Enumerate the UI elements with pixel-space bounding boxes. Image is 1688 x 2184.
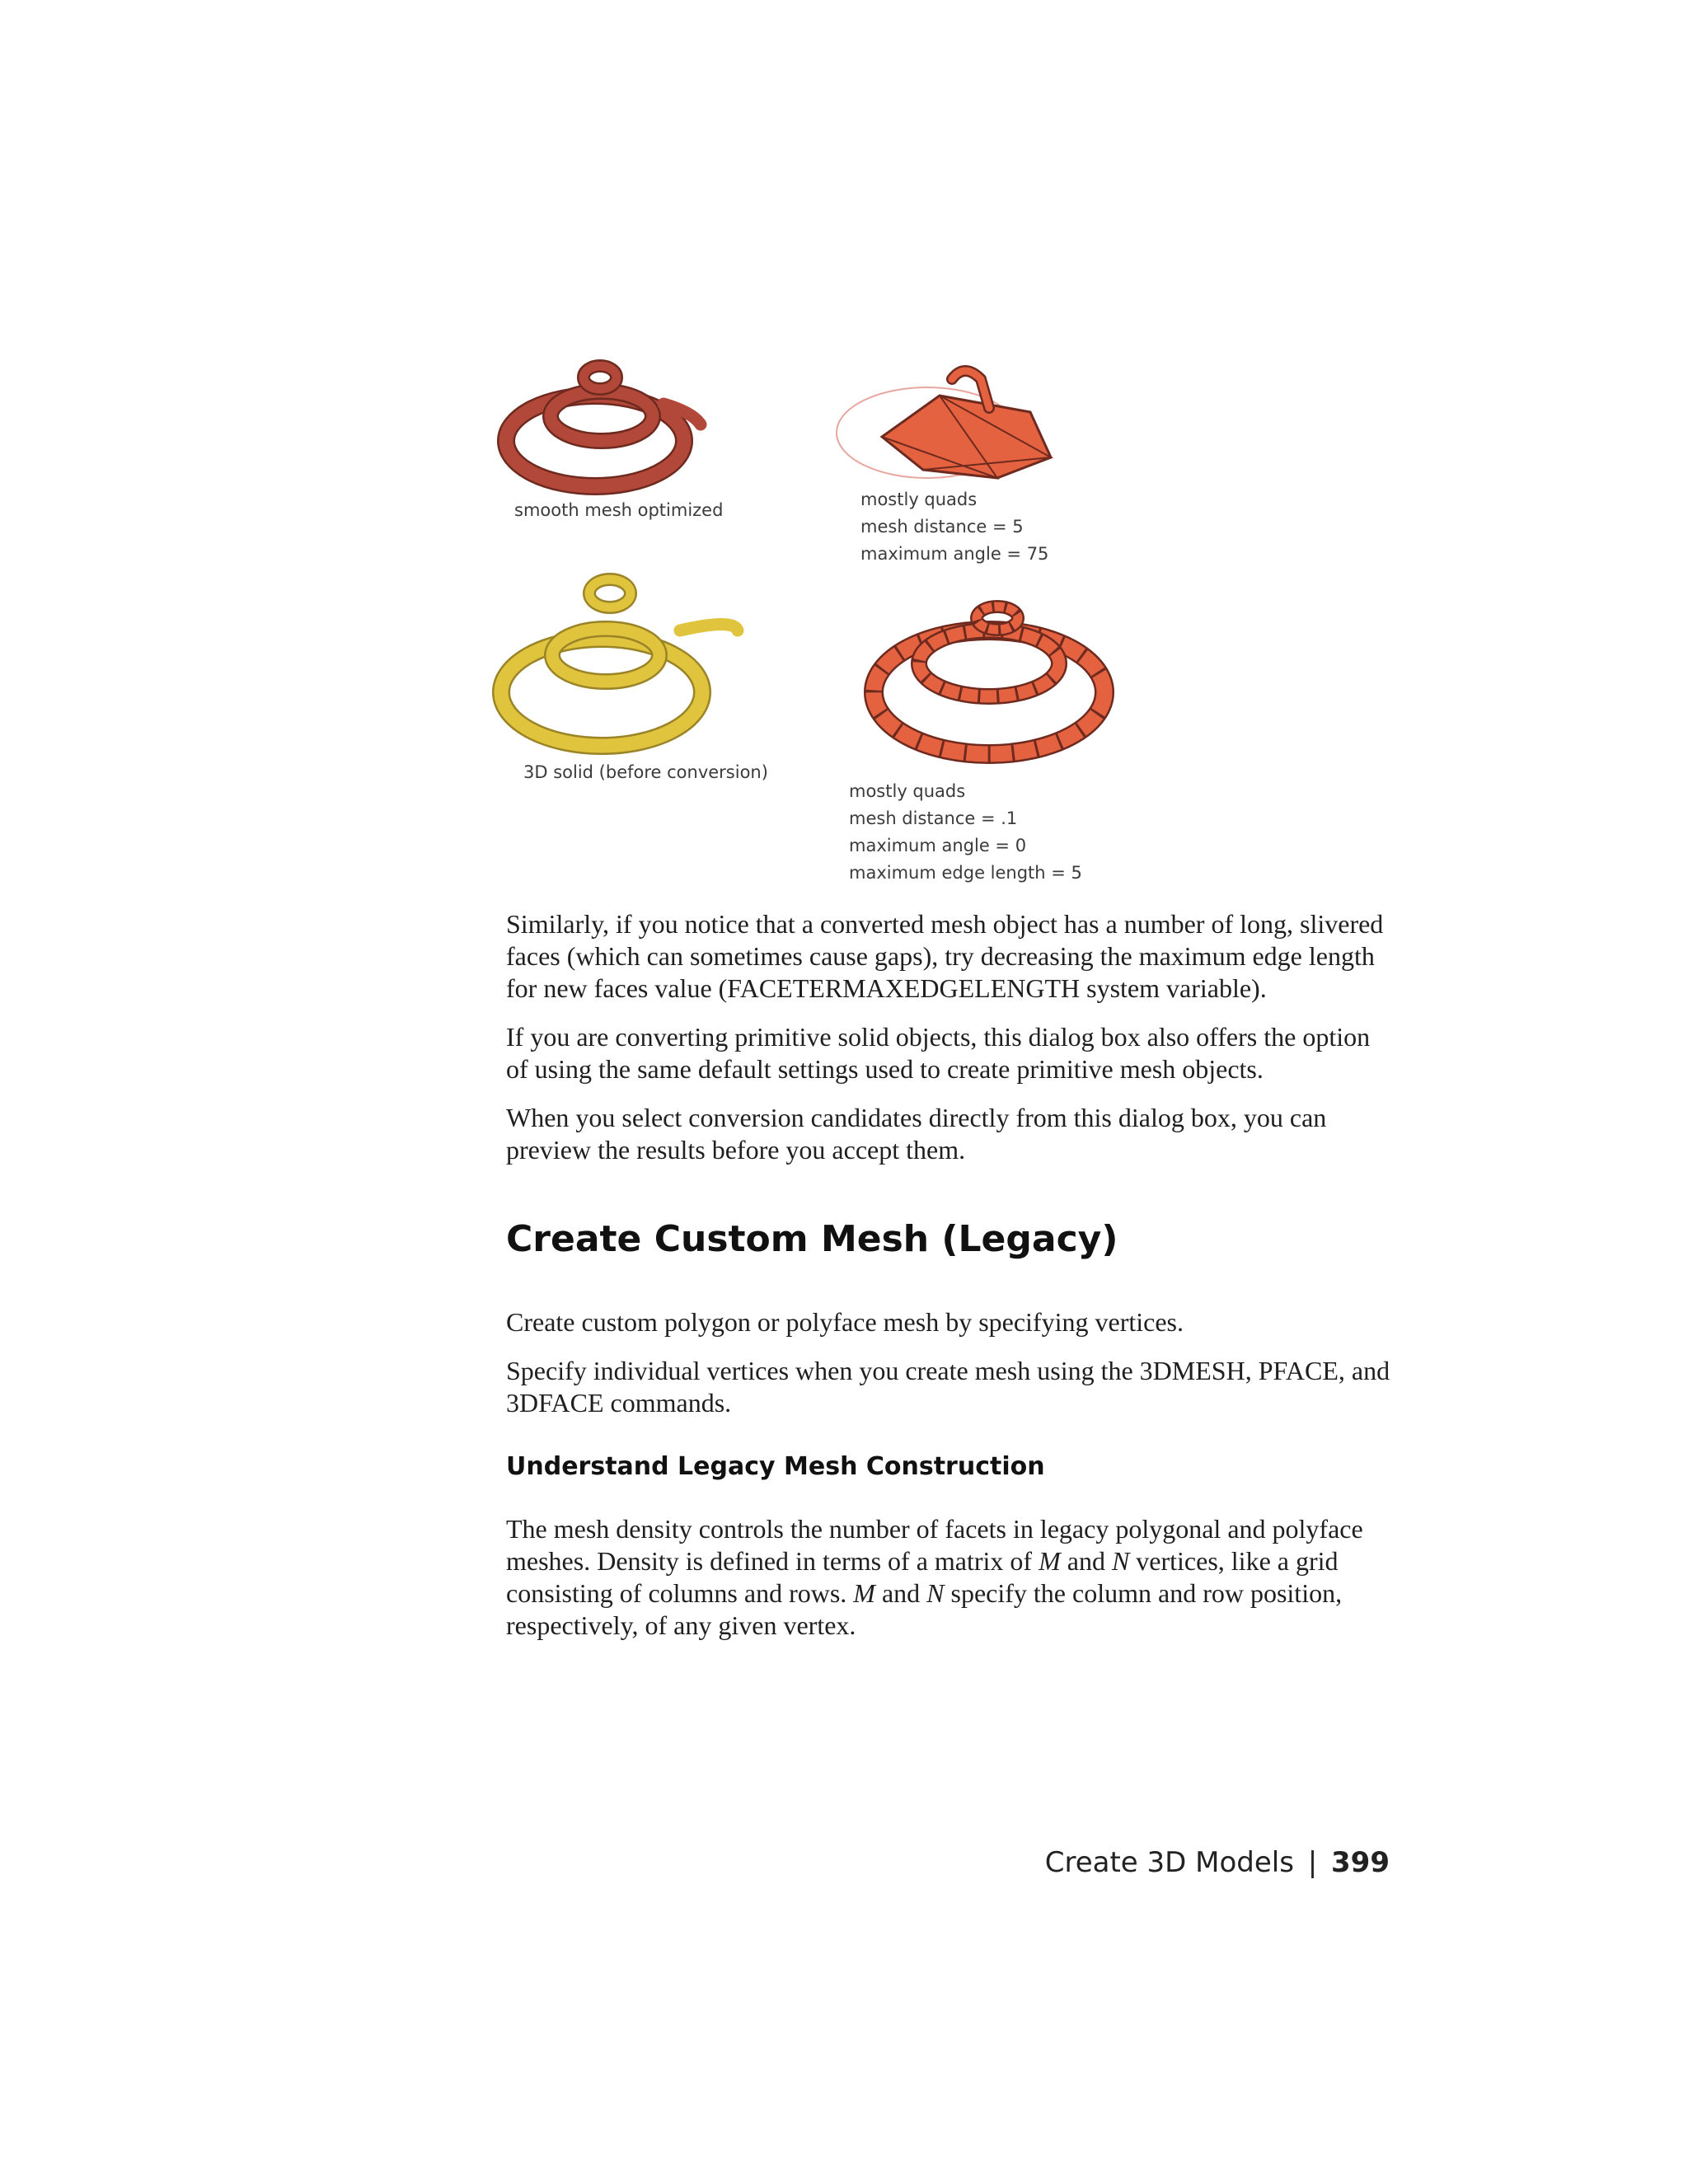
paragraph: Similarly, if you notice that a converted mesh object has a number of long, slivered faces (which can sometimes cause gaps), try decreasing the maximum edge length for new faces value (FACETERMAXEDGELENGTH system variable).	[506, 909, 1384, 1003]
footer-separator: |	[1307, 1846, 1318, 1879]
caption-line: mesh distance = .1	[849, 808, 1018, 828]
text-run: specify the column and row position, respectively, of any given vertex.	[506, 1578, 1343, 1640]
solid-spiral	[501, 579, 738, 746]
fine-quad-mesh-spiral	[874, 607, 1104, 754]
text-run: The mesh density controls the number of facets in legacy polygonal and polyface meshes. Density is defined in terms of a matrix of	[506, 1514, 1363, 1576]
caption-line: maximum angle = 0	[849, 836, 1027, 855]
paragraph: Create custom polygon or polyface mesh by specifying vertices.	[506, 1307, 1184, 1337]
smooth-mesh-spiral	[506, 366, 701, 486]
caption-quads-coarse	[860, 486, 1048, 568]
page-number: 399	[1331, 1846, 1390, 1879]
text-run: vertices, like a grid consisting of columns and rows.	[506, 1546, 1339, 1608]
chapter-title: Create 3D Models	[1044, 1846, 1294, 1879]
caption-line: mesh distance = 5	[860, 517, 1024, 537]
page-footer	[1045, 1846, 1390, 1879]
caption-line: smooth mesh optimized	[514, 500, 724, 520]
caption-line: 3D solid (before conversion)	[523, 762, 768, 782]
intro-paragraphs	[506, 908, 1391, 1183]
caption-3d-solid	[523, 759, 768, 786]
paragraph: Specify individual vertices when you create mesh using the 3DMESH, PFACE, and 3DFACE commands.	[506, 1356, 1390, 1418]
italic-m: M	[1039, 1546, 1061, 1576]
italic-m: M	[853, 1578, 875, 1608]
caption-quads-fine	[849, 778, 1082, 887]
text-run: and	[1060, 1546, 1112, 1576]
caption-line: maximum edge length = 5	[849, 863, 1082, 883]
section-paragraphs	[506, 1306, 1391, 1436]
subsection-title: Understand Legacy Mesh Construction	[506, 1452, 1045, 1481]
mesh-conversion-figure	[495, 346, 1121, 890]
text-run: and	[874, 1578, 927, 1608]
paragraph: When you select conversion candidates directly from this dialog box, you can preview the results before you accept them.	[506, 1103, 1327, 1165]
caption-line: mostly quads	[849, 781, 966, 801]
caption-line: mostly quads	[860, 490, 978, 509]
caption-line: maximum angle = 75	[860, 544, 1049, 564]
italic-n: N	[926, 1578, 945, 1608]
italic-n: N	[1111, 1546, 1130, 1576]
coarse-quad-mesh	[837, 371, 1051, 478]
paragraph	[506, 1513, 1391, 1642]
section-title: Create Custom Mesh (Legacy)	[506, 1218, 1118, 1260]
paragraph: If you are converting primitive solid objects, this dialog box also offers the option of using the same default settings used to create primitive mesh objects.	[506, 1022, 1371, 1084]
caption-smooth-mesh	[514, 497, 723, 524]
subsection-paragraph	[506, 1513, 1391, 1658]
